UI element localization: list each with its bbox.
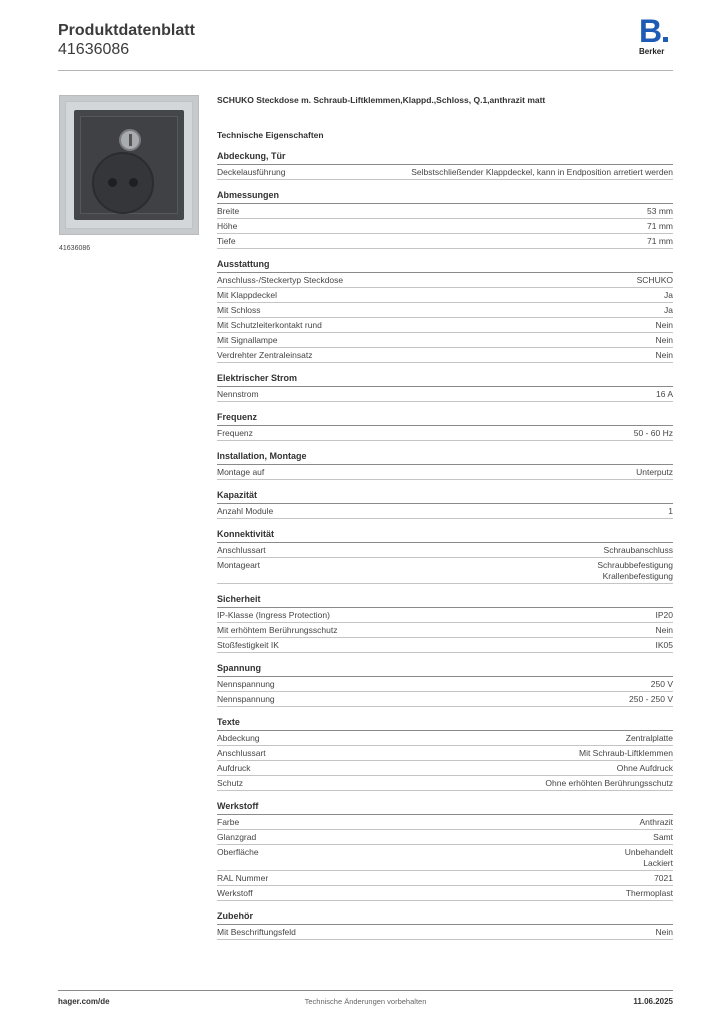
spec-value-line: Krallenbefestigung [602,571,673,581]
spec-section [217,662,673,707]
spec-row [217,845,673,871]
spec-row [217,543,673,558]
spec-row [217,623,673,638]
spec-label: Nennspannung [217,694,275,704]
spec-value-line: 250 - 250 V [629,694,673,704]
footer-date: 11.06.2025 [633,997,673,1006]
logo-letter: B [639,13,663,49]
spec-sections [217,150,673,940]
footer-notice: Technische Änderungen vorbehalten [304,997,427,1006]
spec-row [217,746,673,761]
spec-value-line: Unbehandelt [624,847,673,857]
spec-value-line: Nein [655,320,673,330]
spec-value [263,428,673,439]
spec-row [217,677,673,692]
spec-label: Nennstrom [217,389,259,399]
spec-label: Anzahl Module [217,506,274,516]
spec-value [253,778,673,789]
spec-row [217,426,673,441]
berker-logo [639,13,673,56]
spec-value [263,888,673,899]
spec-label: Mit Klappdeckel [217,290,278,300]
spec-label: Mit Schloss [217,305,261,315]
spec-row [217,830,673,845]
spec-label: Deckelausführung [217,167,286,177]
spec-row [217,348,673,363]
spec-value-line: Ohne Aufdruck [616,763,673,773]
spec-value-line: IK05 [655,640,673,650]
spec-row [217,288,673,303]
spec-row [217,165,673,180]
logo-text: Berker [639,47,665,56]
spec-label: Frequenz [217,428,253,438]
spec-label: Mit erhöhtem Berührungsschutz [217,625,338,635]
spec-value-line: 1 [668,506,673,516]
spec-section [217,800,673,901]
spec-value-line: Anthrazit [639,817,673,827]
spec-section [217,189,673,249]
spec-value-line: Nein [655,625,673,635]
spec-value [270,305,673,316]
spec-row [217,558,673,584]
spec-section [217,258,673,363]
spec-value [283,506,673,517]
spec-row [217,692,673,707]
spec-row [217,333,673,348]
spec-value [285,694,673,705]
socket-outlet-icon [92,152,154,214]
section-title: Konnektivität [217,528,673,543]
spec-label: Montageart [217,560,260,570]
spec-value-line: Mit Schraub-Liftklemmen [578,748,673,758]
spec-label: Oberfläche [217,847,259,857]
spec-value-line: Selbstschließender Klappdeckel, kann in Endposition arretiert werden [411,167,673,177]
page-header [58,13,673,70]
spec-value [285,679,673,690]
spec-value-line: SCHUKO [636,275,673,285]
spec-section [217,593,673,653]
spec-label: Mit Schutzleiterkontakt rund [217,320,322,330]
spec-row [217,465,673,480]
spec-value-line: Zentralplatte [625,733,673,743]
spec-row [217,219,673,234]
spec-value-line: Nein [655,927,673,937]
header-divider [58,70,673,71]
image-caption: 41636086 [59,245,91,252]
spec-value [249,206,673,217]
spec-label: Höhe [217,221,238,231]
spec-value-line: 53 mm [647,206,673,216]
spec-value-line: IP20 [655,610,673,620]
spec-value [266,832,673,843]
spec-value [269,847,673,869]
spec-value [278,873,673,884]
section-title: Kapazität [217,489,673,504]
lock-icon [119,129,141,151]
spec-label: Aufdruck [217,763,251,773]
spec-value [270,733,673,744]
spec-value [249,817,673,828]
spec-row [217,871,673,886]
spec-label: Glanzgrad [217,832,257,842]
spec-section [217,528,673,584]
spec-label: RAL Nummer [217,873,269,883]
spec-row [217,234,673,249]
spec-value [347,625,673,636]
spec-label: Anschluss-/Steckertyp Steckdose [217,275,344,285]
spec-label: Farbe [217,817,240,827]
spec-label: Tiefe [217,236,236,246]
spec-row [217,504,673,519]
footer-website[interactable]: hager.com/de [58,997,110,1006]
spec-row [217,731,673,746]
spec-value-line: Nein [655,350,673,360]
spec-value [340,610,673,621]
spec-label: Mit Beschriftungsfeld [217,927,296,937]
spec-label: Werkstoff [217,888,253,898]
spec-section [217,372,673,402]
section-title: Abmessungen [217,189,673,204]
spec-value-line: Ja [664,305,673,315]
spec-value-line: 250 V [650,679,673,689]
spec-section [217,150,673,180]
spec-value [270,560,673,582]
logo-dot [663,37,668,42]
spec-row [217,776,673,791]
spec-section [217,910,673,940]
spec-label: Mit Signallampe [217,335,278,345]
spec-label: Schutz [217,778,243,788]
spec-value-line: Thermoplast [625,888,673,898]
section-title: Abdeckung, Tür [217,150,673,165]
spec-row [217,273,673,288]
socket-frame [65,101,193,229]
spec-value-line: Ohne erhöhten Berührungsschutz [545,778,673,788]
product-image [59,95,199,235]
spec-section [217,489,673,519]
document-title: Produktdatenblatt [58,22,195,39]
spec-value [296,167,673,178]
spec-value-line: 71 mm [647,221,673,231]
spec-row [217,638,673,653]
spec-value [276,545,673,556]
spec-row [217,303,673,318]
spec-row [217,387,673,402]
spec-value [353,275,673,286]
spec-value [274,467,673,478]
spec-label: Verdrehter Zentraleinsatz [217,350,313,360]
spec-value-line: 50 - 60 Hz [633,428,673,438]
socket-cover [74,110,184,220]
document-number: 41636086 [58,41,130,58]
spec-section [217,450,673,480]
spec-value [246,236,673,247]
spec-row [217,608,673,623]
spec-value-line: 7021 [654,873,673,883]
spec-value-line: Schraubanschluss [603,545,673,555]
spec-row [217,815,673,830]
spec-value-line: Schraubbefestigung [597,560,673,570]
product-content [217,94,673,940]
spec-row [217,886,673,901]
spec-row [217,204,673,219]
section-title: Werkstoff [217,800,673,815]
section-title: Ausstattung [217,258,673,273]
spec-value [269,389,673,400]
spec-value-line: Samt [653,832,673,842]
spec-label: Abdeckung [217,733,260,743]
spec-value [289,640,673,651]
product-description: SCHUKO Steckdose m. Schraub-Liftklemmen,Klappd.,Schloss, Q.1,anthrazit matt [217,95,546,105]
spec-row [217,761,673,776]
technical-heading: Technische Eigenschaften [217,130,324,140]
spec-value-line: 16 A [655,389,673,399]
spec-value [276,748,673,759]
section-title: Texte [217,716,673,731]
spec-label: Anschlussart [217,748,266,758]
spec-value [287,290,673,301]
spec-value [306,927,673,938]
spec-label: Breite [217,206,240,216]
spec-row [217,925,673,940]
spec-value-line: Nein [655,335,673,345]
spec-value-line: Unterputz [636,467,673,477]
spec-value [247,221,673,232]
section-title: Zubehör [217,910,673,925]
spec-value [322,350,673,361]
spec-value [261,763,673,774]
spec-label: Nennspannung [217,679,275,689]
section-title: Installation, Montage [217,450,673,465]
spec-value [332,320,673,331]
spec-value-line: 71 mm [647,236,673,246]
section-title: Frequenz [217,411,673,426]
section-title: Sicherheit [217,593,673,608]
spec-value-line: Ja [664,290,673,300]
spec-value-line: Lackiert [643,858,673,868]
spec-label: Stoßfestigkeit IK [217,640,279,650]
spec-label: IP-Klasse (Ingress Protection) [217,610,330,620]
spec-section [217,716,673,791]
spec-row [217,318,673,333]
spec-label: Anschlussart [217,545,266,555]
spec-section [217,411,673,441]
spec-label: Montage auf [217,467,265,477]
footer-divider [58,990,673,991]
spec-value [287,335,673,346]
section-title: Spannung [217,662,673,677]
section-title: Elektrischer Strom [217,372,673,387]
